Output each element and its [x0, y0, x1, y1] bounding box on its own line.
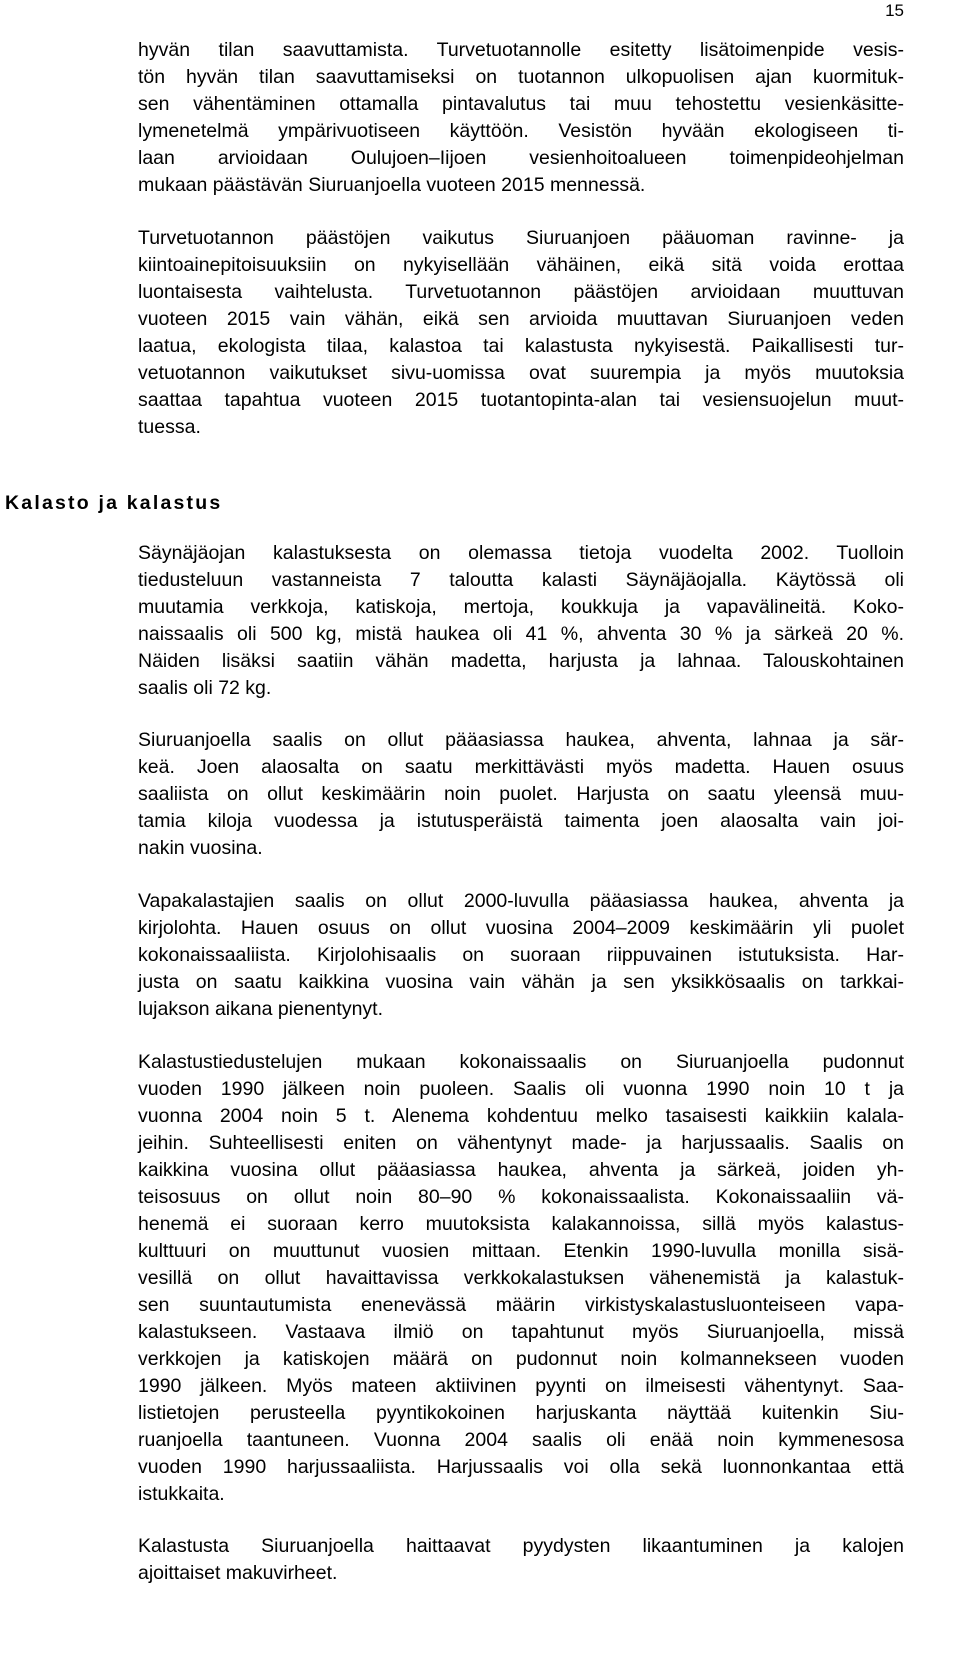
text-line: nakin vuosina. — [138, 837, 263, 859]
text-line: luontaisesta vaihtelusta. Turvetuotannon päästöjen arvioidaan muuttuvan — [138, 281, 904, 303]
text-line: lymenetelmä ympärivuotiseen käyttöön. Vesistön hyvään ekologiseen ti- — [138, 120, 904, 142]
text-line: istukkaita. — [138, 1483, 225, 1505]
section-heading: Kalasto ja kalastus — [5, 492, 223, 514]
text-line: laatua, ekologista tilaa, kalastoa tai kalastusta nykyisestä. Paikallisesti tur- — [138, 335, 904, 357]
text-line: saaliista on ollut keskimäärin noin puolet. Harjusta on saatu yleensä muu- — [138, 783, 904, 805]
text-line: justa on saatu kaikkina vuosina vain vähän ja sen yksikkösaalis on tarkkai- — [138, 971, 904, 993]
text-line: laan arvioidaan Oulujoen–Iijoen vesienhoitoalueen toimenpideohjelman — [138, 147, 904, 169]
text-line: sen vähentäminen ottamalla pintavalutus tai muu tehostettu vesienkäsitte- — [138, 93, 904, 115]
text-line: ruanjoella taantuneen. Vuonna 2004 saalis oli enää noin kymmenesosa — [138, 1429, 904, 1451]
text-line: kulttuuri on muuttunut vuosien mittaan. Etenkin 1990-luvulla monilla sisä- — [138, 1240, 904, 1262]
text-line: Siuruanjoella saalis on ollut pääasiassa haukea, ahventa, lahnaa ja sär- — [138, 729, 904, 751]
text-line: muutamia verkkoja, katiskoja, mertoja, koukkuja ja vapavälineitä. Koko- — [138, 596, 904, 618]
text-line: henemä ei suoraan kerro muutoksista kalakannoissa, sillä myös kalastus- — [138, 1213, 904, 1235]
text-line: Näiden lisäksi saatiin vähän madetta, harjusta ja lahnaa. Talouskohtainen — [138, 650, 904, 672]
text-line: tön hyvän tilan saavuttamiseksi on tuotannon ulkopuolisen ajan kuormituk- — [138, 66, 904, 88]
text-line: Vapakalastajien saalis on ollut 2000-luvulla pääasiassa haukea, ahventa ja — [138, 890, 904, 912]
text-line: Turvetuotannon päästöjen vaikutus Siuruanjoen pääuoman ravinne- ja — [138, 227, 904, 249]
text-line: vuoden 1990 harjussaaliista. Harjussaalis voi olla sekä luonnonkantaa että — [138, 1456, 904, 1478]
text-line: Kalastusta Siuruanjoella haittaavat pyydysten likaantuminen ja kalojen — [138, 1535, 904, 1557]
text-line: naissaalis oli 500 kg, mistä haukea oli 41 %, ahventa 30 % ja särkeä 20 %. — [138, 623, 904, 645]
text-line: saattaa tapahtua vuoteen 2015 tuotantopinta-alan tai vesiensuojelun muut- — [138, 389, 904, 411]
text-line: tiedusteluun vastanneista 7 taloutta kalasti Säynäjäojalla. Käytössä oli — [138, 569, 904, 591]
text-line: kirjolohta. Hauen osuus on ollut vuosina 2004–2009 keskimäärin yli puolet — [138, 917, 904, 939]
text-line: verkkojen ja katiskojen määrä on pudonnut noin kolmannekseen vuoden — [138, 1348, 904, 1370]
text-line: kokonaissaaliista. Kirjolohisaalis on suoraan riippuvainen istutuksista. Har- — [138, 944, 904, 966]
text-line: vetuotannon vaikutukset sivu-uomissa ovat suurempia ja myös muutoksia — [138, 362, 904, 384]
text-line: kaikkina vuosina ollut pääasiassa haukea, ahventa ja särkeä, joiden yh- — [138, 1159, 904, 1181]
text-line: saalis oli 72 kg. — [138, 677, 272, 699]
text-line: jeihin. Suhteellisesti eniten on vähentynyt made- ja harjussaalis. Saalis on — [138, 1132, 904, 1154]
text-line: hyvän tilan saavuttamista. Turvetuotannolle esitetty lisätoimenpide vesis- — [138, 39, 904, 61]
text-line: sen suuntautumista enenevässä määrin virkistyskalastusluonteiseen vapa- — [138, 1294, 904, 1316]
text-line: tamia kiloja vuodessa ja istutusperäistä taimenta joen alaosalta vain joi- — [138, 810, 904, 832]
text-line: kiintoainepitoisuuksiin on nykyisellään vähäinen, eikä sitä voida erottaa — [138, 254, 904, 276]
text-line: Kalastustiedustelujen mukaan kokonaissaalis on Siuruanjoella pudonnut — [138, 1051, 904, 1073]
text-line: vesillä on ollut havaittavissa verkkokalastuksen vähenemistä ja kalastuk- — [138, 1267, 904, 1289]
text-line: keä. Joen alaosalta on saatu merkittävästi myös madetta. Hauen osuus — [138, 756, 904, 778]
text-line: kalastukseen. Vastaava ilmiö on tapahtunut myös Siuruanjoella, missä — [138, 1321, 904, 1343]
text-line: vuoden 1990 jälkeen noin puoleen. Saalis oli vuonna 1990 noin 10 t ja — [138, 1078, 904, 1100]
text-line: vuonna 2004 noin 5 t. Alenema kohdentuu melko tasaisesti kaikkiin kalala- — [138, 1105, 904, 1127]
page-number: 15 — [885, 1, 904, 20]
text-line: lujakson aikana pienentynyt. — [138, 998, 383, 1020]
text-line: listietojen perusteella pyyntikokoinen harjuskanta näyttää kuitenkin Siu- — [138, 1402, 904, 1424]
text-line: vuoteen 2015 vain vähän, eikä sen arvioida muuttavan Siuruanjoen veden — [138, 308, 904, 330]
text-line: teisosuus on ollut noin 80–90 % kokonaissaalista. Kokonaissaaliin vä- — [138, 1186, 904, 1208]
text-line: Säynäjäojan kalastuksesta on olemassa tietoja vuodelta 2002. Tuolloin — [138, 542, 904, 564]
text-line: mukaan päästävän Siuruanjoella vuoteen 2015 mennessä. — [138, 174, 646, 196]
text-line: 1990 jälkeen. Myös mateen aktiivinen pyynti on ilmeisesti vähentynyt. Saa- — [138, 1375, 904, 1397]
text-line: ajoittaiset makuvirheet. — [138, 1562, 338, 1584]
text-line: tuessa. — [138, 416, 201, 438]
